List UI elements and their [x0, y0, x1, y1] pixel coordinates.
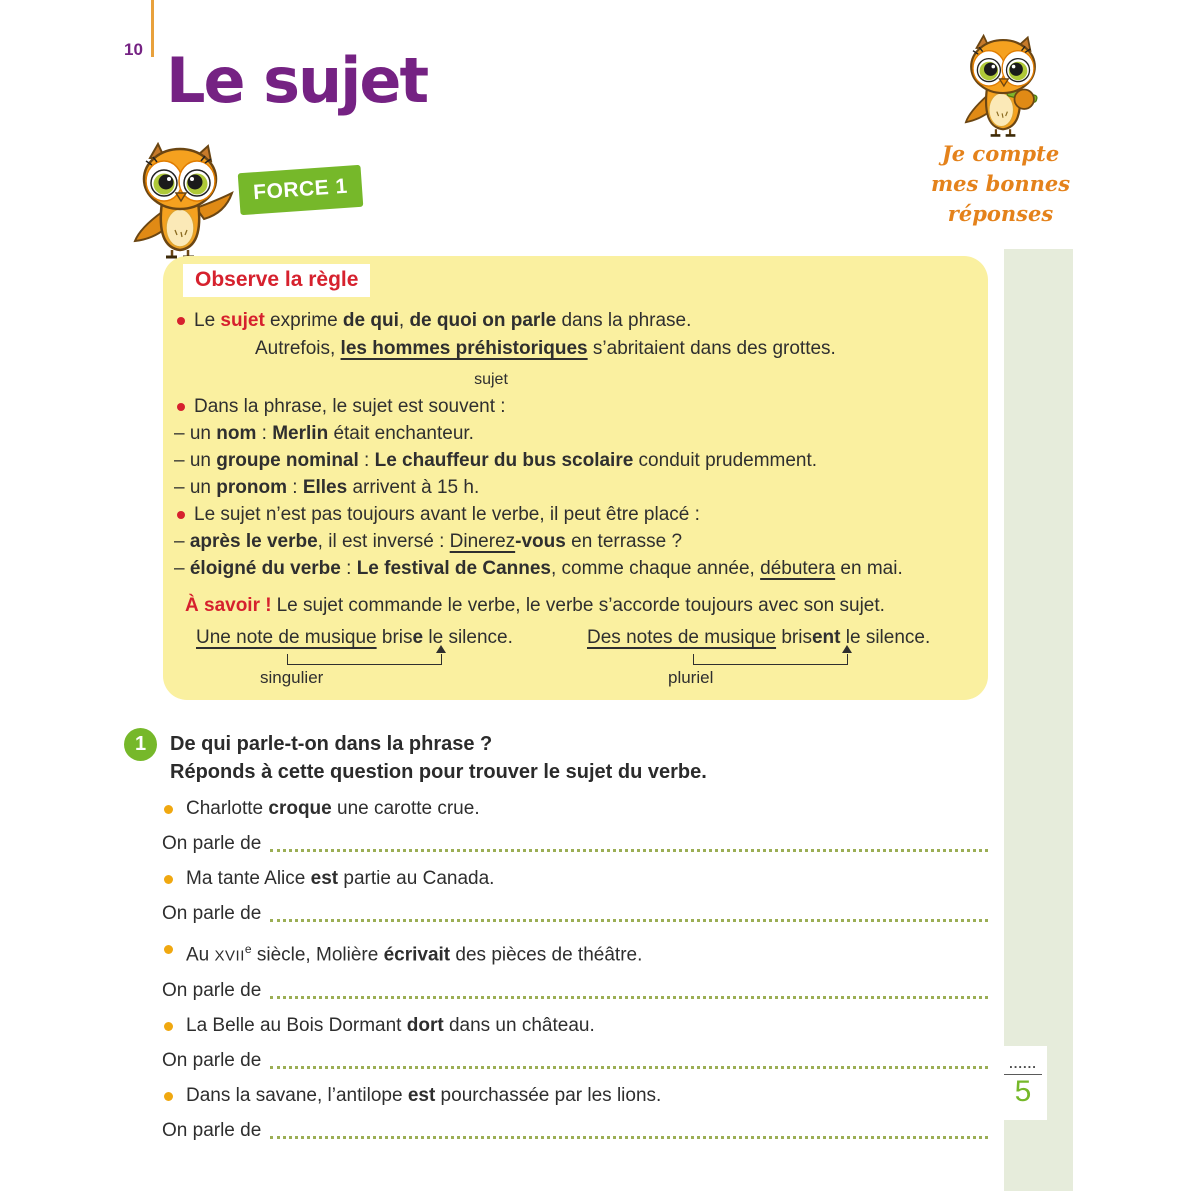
rule-line-distant-subject: – éloigné du verbe : Le festival de Cannes, comme chaque année, débutera en mai. [174, 558, 903, 579]
bullet-icon [164, 1022, 173, 1031]
answer-blank-1[interactable] [270, 832, 988, 852]
bullet-icon [177, 317, 185, 325]
exercise-heading-line2: Réponds à cette question pour trouver le sujet du verbe. [170, 761, 707, 783]
arrow-up-icon [842, 645, 852, 653]
score-total: 5 [1014, 1075, 1032, 1108]
mascot-caption-line: mes bonnes [930, 171, 1071, 196]
mascot-caption [913, 139, 1088, 229]
agreement-example-plural: Des notes de musique brisent le silence. [587, 627, 931, 648]
exercise-sentence-3: Au XVIIe siècle, Molière écrivait des pièces de théâtre. [162, 937, 988, 968]
rule-line-noun-group: – un groupe nominal : Le chauffeur du bus scolaire conduit prudemment. [174, 450, 818, 471]
bullet-icon [177, 511, 185, 519]
bullet-icon [177, 403, 185, 411]
agreement-arrow-plural [693, 654, 848, 665]
answer-blank-2[interactable] [270, 902, 988, 922]
answer-blank-5[interactable] [270, 1119, 988, 1139]
margin-rule [151, 0, 154, 57]
answer-line-1 [162, 832, 988, 856]
rule-box [163, 256, 988, 700]
lesson-number: 10 [124, 40, 143, 59]
bullet-icon [164, 875, 173, 884]
answer-prefix: On parle de [162, 1050, 262, 1072]
owl-with-pencil-icon [950, 28, 1056, 144]
roman-numeral: XVII [214, 947, 245, 965]
answer-line-5 [162, 1119, 988, 1143]
underlined-subject: les hommes préhistoriques [340, 338, 588, 359]
owl-mascot-right [950, 28, 1056, 149]
rule-line-subject-types: Dans la phrase, le sujet est souvent : [177, 395, 506, 419]
rule-line-subject-definition: Le sujet exprime de qui, de quoi on parle dans la phrase. [177, 309, 691, 333]
bullet-icon [164, 1092, 173, 1101]
owl-icon [120, 142, 240, 260]
rule-line-subject-position: Le sujet n’est pas toujours avant le verbe, il peut être placé : [177, 503, 700, 527]
answer-prefix: On parle de [162, 833, 262, 854]
rule-line-inverted-subject: – après le verbe, il est inversé : Dinerez-vous en terrasse ? [174, 531, 683, 552]
page-title: Le sujet [166, 44, 428, 117]
subject-caption: sujet [474, 371, 508, 388]
answer-line-4 [162, 1049, 988, 1073]
answer-prefix: On parle de [162, 903, 262, 924]
underlined-subject: Une note de musique [196, 627, 377, 648]
rule-line-noun: – un nom : Merlin était enchanteur. [174, 423, 474, 444]
answer-prefix: On parle de [162, 1120, 262, 1142]
arrow-up-icon [436, 645, 446, 653]
keyword-sujet: sujet [220, 310, 265, 331]
exercise-sentence-5: Dans la savane, l’antilope est pourchassée par les lions. [162, 1084, 988, 1108]
exercise-heading-line1: De qui parle-t-on dans la phrase ? [170, 733, 493, 755]
label-singulier: singulier [260, 668, 324, 687]
rule-box-header: Observe la règle [183, 264, 370, 297]
verb-ending: e [412, 627, 424, 648]
rule-example-sentence: Autrefois, les hommes préhistoriques s’abritaient dans des grottes. [255, 338, 836, 359]
answer-blank-3[interactable] [270, 979, 988, 999]
bullet-icon [164, 945, 173, 954]
exercise-number-badge: 1 [124, 728, 157, 761]
mascot-caption-line: réponses [947, 201, 1054, 226]
rule-line-pronoun: – un pronom : Elles arrivent à 15 h. [174, 477, 480, 498]
agreement-arrow-singular [287, 654, 442, 665]
exercise-heading [170, 730, 707, 786]
asavoir-note: À savoir ! Le sujet commande le verbe, le verbe s’accorde toujours avec son sujet. [185, 595, 885, 616]
answer-blank-4[interactable] [270, 1049, 988, 1069]
score-box [999, 1046, 1047, 1120]
asavoir-label: À savoir ! [185, 595, 272, 616]
agreement-example-singular: Une note de musique brise le silence. [196, 627, 513, 648]
answer-prefix: On parle de [162, 980, 262, 1002]
verb-ending: ent [811, 627, 841, 648]
force-level-badge: FORCE 1 [238, 165, 364, 215]
exercise-items [162, 797, 988, 1154]
underlined-subject: Des notes de musique [587, 627, 777, 648]
score-write-in[interactable]: ...... [1009, 1056, 1037, 1071]
label-pluriel: pluriel [668, 668, 714, 687]
exercise-sentence-4: La Belle au Bois Dormant dort dans un château. [162, 1014, 988, 1038]
mascot-caption-line: Je compte [941, 141, 1060, 166]
answer-line-2 [162, 902, 988, 926]
exercise-sentence-2: Ma tante Alice est partie au Canada. [162, 867, 988, 891]
bullet-icon [164, 805, 173, 814]
owl-mascot-left [120, 142, 240, 265]
answer-line-3 [162, 979, 988, 1003]
exercise-sentence-1: Charlotte croque une carotte crue. [162, 797, 988, 821]
ordinal-suffix: e [244, 942, 252, 956]
